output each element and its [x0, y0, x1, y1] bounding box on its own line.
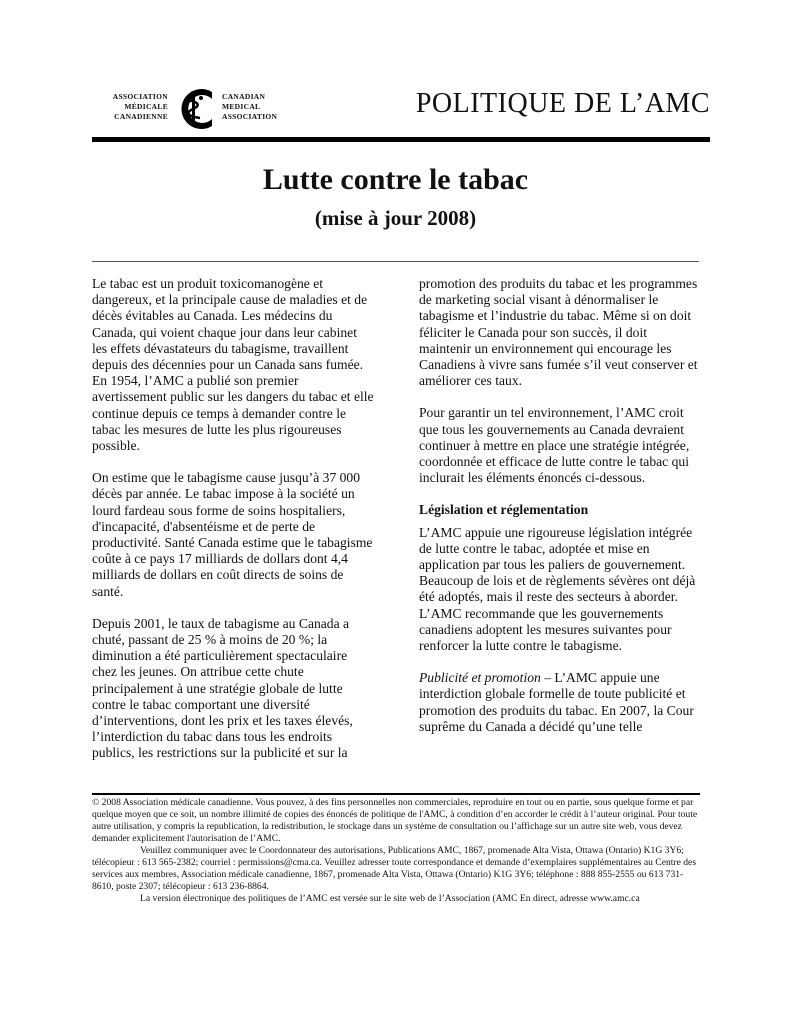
footer: [92, 797, 702, 905]
policy-label: POLITIQUE DE L’AMC: [415, 88, 710, 119]
logo-line: ASSOCIATION: [112, 92, 168, 101]
logo-line: CANADIENNE: [114, 112, 168, 121]
title-divider: [92, 261, 699, 262]
left-column: [92, 276, 374, 778]
section-heading: Législation et réglementation: [419, 502, 589, 518]
paragraph: promotion des produits du tabac et les programmes de marketing social visant à dénormaliser le tabagisme et l’industrie du tabac. Même si on doit féliciter le Canada pour son succès, il doit maintenir un environnement qui encourage les Canadiens à vivre sans fumée s’il veut conserver et améliorer ces taux.: [419, 276, 698, 389]
contact-info: Veuillez communiquer avec le Coordonnateur des autorisations, Publications AMC, 1867, promenade Alta Vista, Ottawa (Ontario) K1G 3Y6; télécopieur : 613 565-2382; courriel : permissions@cma.ca. Veuillez adresser toute correspondance et demande d’exemplaires supplémentaires au Centre des services aux membres, Association médicale canadienne, 1867, promenade Alta Vista, Ottawa (Ontario) K1G 3Y6; téléphone : 888 855-2555 ou 613 731-8610, poste 2307; télécopieur : 613 236-8864.: [92, 845, 697, 892]
paragraph-text: – L’AMC appuie une interdiction globale formelle de toute publicité et promotion des produits du tabac. En 2007, la Cour suprême du Canada a décidé qu’une telle: [419, 670, 694, 734]
paragraph: Depuis 2001, le taux de tabagisme au Canada a chuté, passant de 25 % à moins de 20 %; la diminution a été particulièrement spectaculaire chez les jeunes. On attribue cette chute principalement à une stratégie globale de lutte contre le tabac comportant une diversité d’interventions, dont les prix et les taxes élevés, l’interdiction du tabac dans tous les endroits publics, les restrictions sur la publicité et sur la: [92, 615, 353, 761]
paragraph: [419, 670, 701, 735]
page-subtitle: (mise à jour 2008): [314, 206, 477, 230]
logo-line: MÉDICALE: [124, 102, 168, 111]
logo-text-english: [222, 92, 302, 122]
copyright-notice: © 2008 Association médicale canadienne. Vous pouvez, à des fins personnelles non commerciales, reproduire en tout ou en partie, sous quelque forme et par quelque moyen que ce soit, un nombre illimité de copies des énoncés de politique de l'AMC, à condition d’en accorder le crédit à l’auteur original. Pour toute autre utilisation, y compris la republication, la redistribution, le stockage dans un système de consultation ou l’affichage sur un autre site web, vous devez demander explicitement l'autorisation de l’AMC.: [92, 797, 698, 844]
header-rule: [92, 137, 710, 142]
paragraph: Pour garantir un tel environnement, l’AMC croit que tous les gouvernements au Canada devraient continuer à mettre en place une stratégie intégrée, coordonnée et efficace de lutte contre le tabac qui inclurait les éléments énoncés ci-dessous.: [419, 405, 690, 486]
paragraph: On estime que le tabagisme cause jusqu’à 37 000 décès par année. Le tabac impose à la société un lourd fardeau sous forme de soins hospitaliers, d'incapacité, d'absentéisme et de perte de productivité. Santé Canada estime que le tabagisme coûte à ce pays 17 milliards de dollars dont 4,4 milliards de dollars en coût directs de soins de santé.: [92, 470, 373, 599]
document-header: [92, 78, 710, 140]
logo-line: MEDICAL: [222, 102, 261, 111]
paragraph: Le tabac est un produit toxicomanogène et dangereux, et la principale cause de maladies et de décès évitables au Canada. Les médecins du Canada, qui voient chaque jour dans leur cabinet les effets dévastateurs du tabagisme, travaillent depuis des décennies pour un Canada sans fumée. En 1954, l’AMC a publié son premier avertissement public sur les dangers du tabac et elle continue depuis ce temps à demander contre le tabac les mesures de lutte les plus rigoureuses possible.: [92, 276, 374, 454]
right-column: [419, 276, 701, 751]
page-title: Lutte contre le tabac: [262, 163, 529, 196]
footer-rule: [92, 793, 700, 795]
cma-logo: [92, 86, 292, 132]
logo-line: CANADIAN: [222, 92, 266, 101]
caduceus-logo-icon: [172, 86, 216, 132]
subsection-label: Publicité et promotion: [419, 670, 541, 686]
paragraph: L’AMC appuie une rigoureuse législation intégrée de lutte contre le tabac, adoptée et mise en application par tous les paliers de gouvernement. Beaucoup de lois et de règlements sévères ont déjà été adoptés, mais il reste des secteurs à aborder. L’AMC recommande que les gouvernements canadiens adoptent les mesures suivantes pour renforcer la lutte contre le tabagisme.: [419, 524, 696, 654]
logo-line: ASSOCIATION: [222, 112, 278, 121]
electronic-version-note: La version électronique des politiques de l’AMC est versée sur le site web de l’Association (AMC En direct, adresse www.amc.ca: [140, 893, 640, 904]
logo-text-french: [92, 92, 168, 122]
